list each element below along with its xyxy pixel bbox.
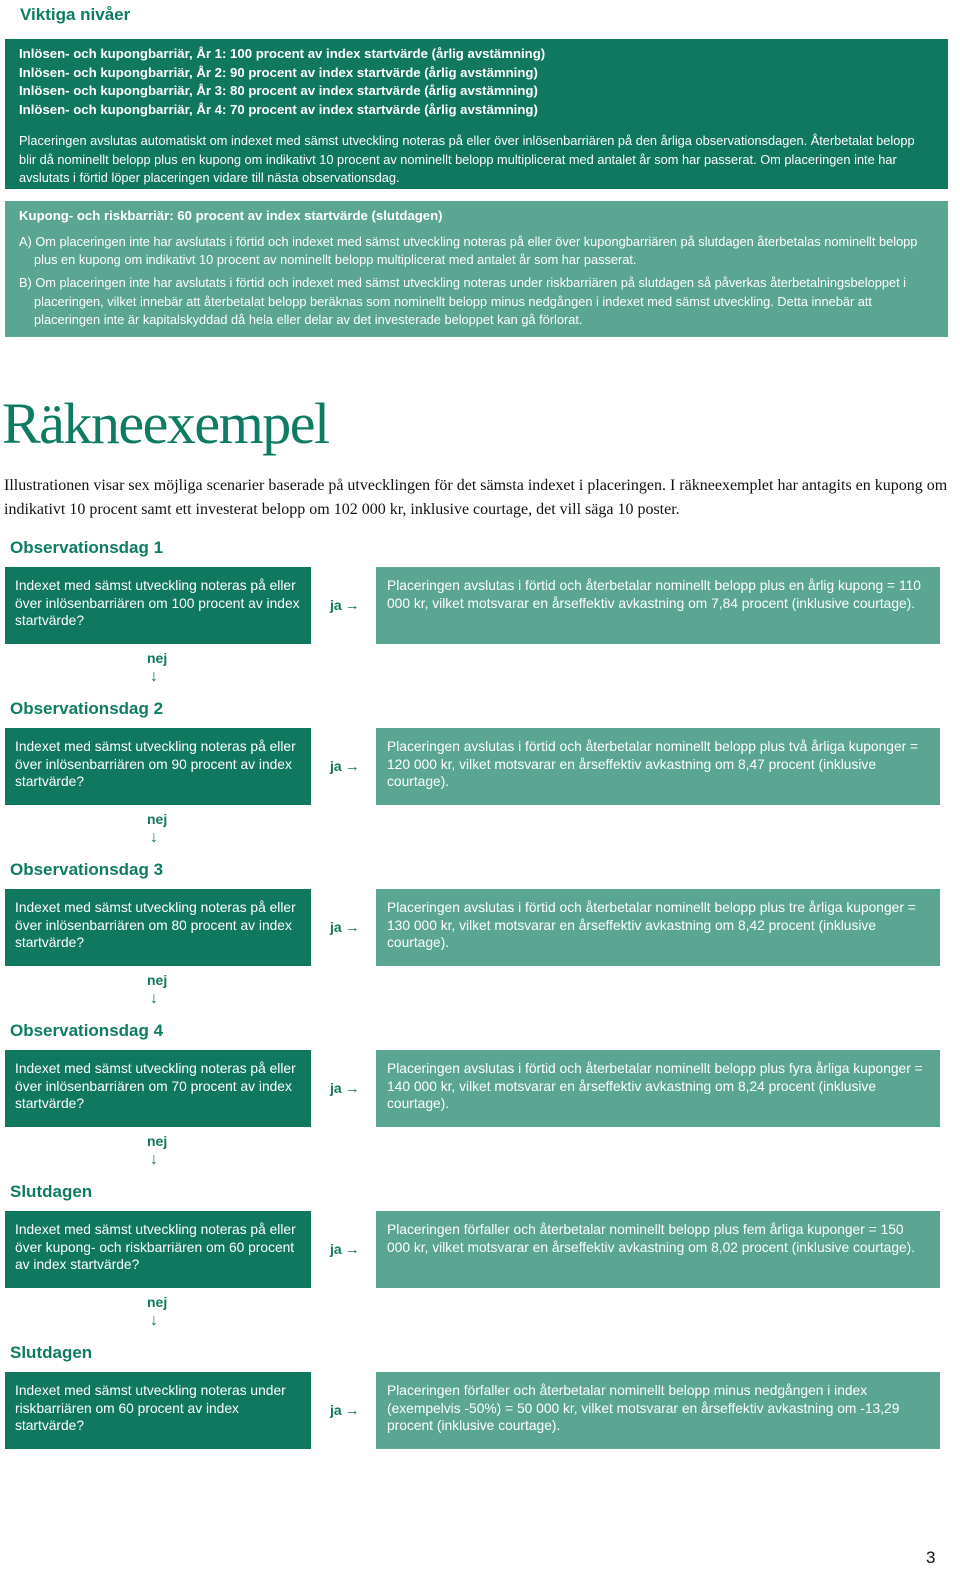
answer-box: Placeringen avslutas i förtid och återbetalar nominellt belopp plus fyra årliga kuponger = 140 000 kr, vilket motsvarar en årseffektiv avkastning om 8,24 procent (inklusive courtage).: [376, 1050, 940, 1127]
arrow-right-icon: →: [344, 1241, 360, 1258]
yes-label: ja: [330, 1241, 342, 1257]
arrow-right-icon: →: [344, 1080, 360, 1097]
question-box: Indexet med sämst utveckling noteras på eller över inlösenbarriären om 100 procent av index startvärde?: [5, 567, 311, 644]
answer-box: Placeringen avslutas i förtid och återbetalar nominellt belopp plus två årliga kuponger = 120 000 kr, vilket motsvarar en årseffektiv avkastning om 8,47 procent (inklusive courtage).: [376, 728, 940, 805]
no-label: nej: [147, 650, 168, 666]
arrow-right-icon: →: [344, 758, 360, 775]
yes-label: ja: [330, 597, 342, 613]
yes-connector: [330, 1402, 360, 1419]
barrier-heading: Kupong- och riskbarriär: 60 procent av index startvärde (slutdagen): [19, 208, 443, 223]
yes-label: ja: [330, 1402, 342, 1418]
arrow-down-icon: ↓: [150, 668, 158, 685]
question-box: Indexet med sämst utveckling noteras på eller över inlösenbarriären om 70 procent av index startvärde?: [5, 1050, 311, 1127]
scenario-step: [0, 699, 960, 860]
arrow-right-icon: →: [344, 597, 360, 614]
arrow-right-icon: →: [344, 919, 360, 936]
step-title: Observationsdag 3: [10, 860, 164, 879]
answer-box: Placeringen avslutas i förtid och återbetalar nominellt belopp plus tre årliga kuponger = 130 000 kr, vilket motsvarar en årseffektiv avkastning om 8,42 procent (inklusive courtage).: [376, 889, 940, 966]
scenario-step: [0, 1021, 960, 1182]
no-label: nej: [147, 972, 168, 988]
yes-connector: [330, 1080, 360, 1097]
example-intro: Illustrationen visar sex möjliga scenarier baserade på utvecklingen för det sämsta indexet i placeringen. I räkneexemplet har antagits en kupong om indikativt 10 procent samt ett investerat belopp om 102 000 kr, inklusive courtage, det vill säga 10 poster.: [4, 477, 948, 518]
arrow-down-icon: ↓: [150, 1151, 158, 1168]
barrier-case-b: B) Om placeringen inte har avslutats i förtid och indexet med sämst utveckling noteras under riskbarriären på slutdagen så påverkas återbetalningsbeloppet i placeringen, vilket innebär att återbetalat belopp beräknas som nominellt belopp minus nedgången i indexet med sämst utveckling. Detta innebär att placeringen inte är kapitalskyddad då hela eller delar av det investerade beloppet kan gå förlorat.: [19, 275, 907, 327]
yes-connector: [330, 597, 360, 614]
yes-connector: [330, 758, 360, 775]
level-year-3: Inlösen- och kupongbarriär, År 3: 80 procent av index startvärde (årlig avstämning): [19, 83, 538, 98]
step-title: Slutdagen: [10, 1343, 93, 1362]
scenario-step: [0, 860, 960, 1021]
question-box: Indexet med sämst utveckling noteras under riskbarriären om 60 procent av index startvärde?: [5, 1372, 311, 1449]
barrier-box: [5, 201, 948, 337]
step-title: Observationsdag 1: [10, 538, 164, 557]
yes-label: ja: [330, 919, 342, 935]
level-year-1: Inlösen- och kupongbarriär, År 1: 100 procent av index startvärde (årlig avstämning): [19, 46, 546, 61]
step-title: Observationsdag 2: [10, 699, 164, 718]
section-title: Viktiga nivåer: [20, 5, 131, 24]
no-label: nej: [147, 811, 168, 827]
levels-box: [5, 39, 948, 189]
arrow-down-icon: ↓: [150, 990, 158, 1007]
level-year-2: Inlösen- och kupongbarriär, År 2: 90 procent av index startvärde (årlig avstämning): [19, 64, 538, 80]
answer-box: Placeringen förfaller och återbetalar nominellt belopp plus fem årliga kuponger = 150 000 kr, vilket motsvarar en årseffektiv avkastning om 8,02 procent (inklusive courtage).: [376, 1211, 940, 1288]
question-box: Indexet med sämst utveckling noteras på eller över inlösenbarriären om 80 procent av index startvärde?: [5, 889, 311, 966]
scenario-step: [0, 1182, 960, 1343]
no-label: nej: [147, 1294, 168, 1310]
question-box: Indexet med sämst utveckling noteras på eller över inlösenbarriären om 90 procent av index startvärde?: [5, 728, 311, 805]
question-box: Indexet med sämst utveckling noteras på eller över kupong- och riskbarriären om 60 procent av index startvärde?: [5, 1211, 311, 1288]
step-title: Slutdagen: [10, 1182, 93, 1201]
level-year-4: Inlösen- och kupongbarriär, År 4: 70 procent av index startvärde (årlig avstämning): [19, 101, 538, 117]
arrow-down-icon: ↓: [150, 829, 158, 846]
yes-label: ja: [330, 1080, 342, 1096]
answer-box: Placeringen förfaller och återbetalar nominellt belopp minus nedgången i index (exempelvis -50%) = 50 000 kr, vilket motsvarar en årseffektiv avkastning om -13,29 procent (inklusive courtage).: [376, 1372, 940, 1449]
yes-connector: [330, 1241, 360, 1258]
example-title: Räkneexempel: [2, 391, 329, 456]
barrier-case-a: A) Om placeringen inte har avslutats i förtid och indexet med sämst utveckling noteras på eller över kupongbarriären på slutdagen återbetalas nominellt belopp plus en kupong om indikativt 10 procent av nominellt belopp multiplicerat med antalet år som har passerat.: [19, 234, 918, 268]
page-number: 3: [926, 1548, 936, 1567]
arrow-down-icon: ↓: [150, 1312, 158, 1329]
no-label: nej: [147, 1133, 168, 1149]
scenario-step: [0, 538, 960, 699]
yes-connector: [330, 919, 360, 936]
arrow-right-icon: →: [344, 1402, 360, 1419]
step-title: Observationsdag 4: [10, 1021, 164, 1040]
answer-box: Placeringen avslutas i förtid och återbetalar nominellt belopp plus en årlig kupong = 110 000 kr, vilket motsvarar en årseffektiv avkastning om 7,84 procent (inklusive courtage).: [376, 567, 940, 644]
yes-label: ja: [330, 758, 342, 774]
scenario-step: [0, 1343, 960, 1504]
levels-paragraph: Placeringen avslutas automatiskt om indexet med sämst utveckling noteras på eller över inlösenbarriären på den årliga observationsdagen. Återbetalat belopp blir då nominellt belopp plus en kupong om indikativt 10 procent av nominellt belopp multiplicerat med antalet år som har passerat. Om placeringen inte har avslutats i förtid löper placeringen vidare till nästa observationsdag.: [19, 133, 915, 185]
